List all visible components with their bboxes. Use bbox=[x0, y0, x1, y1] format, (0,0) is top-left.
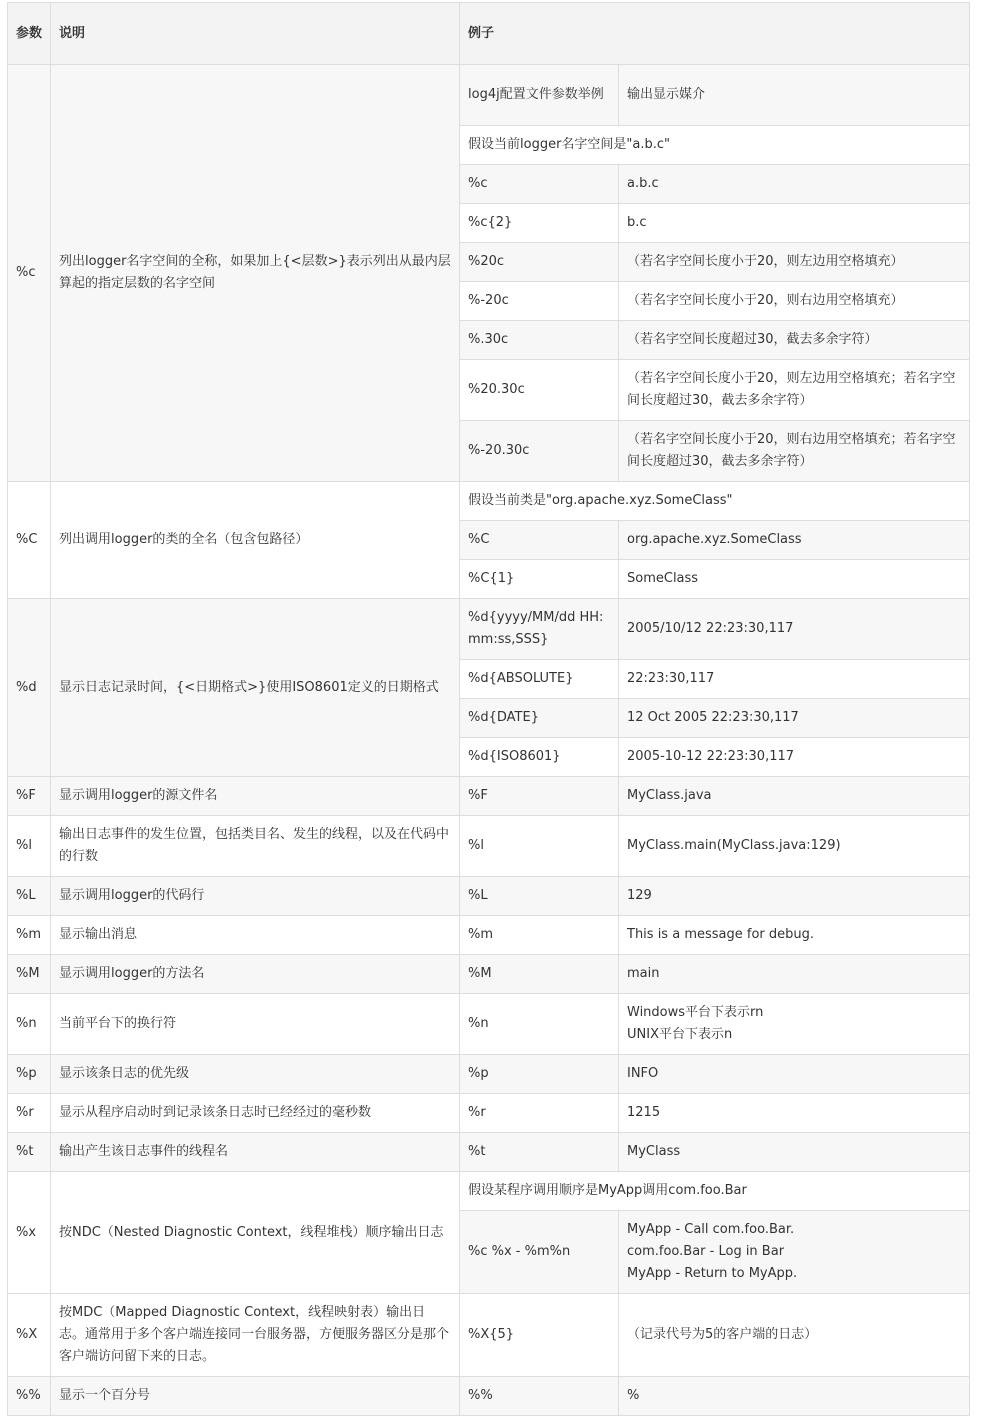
example-value: 1215 bbox=[619, 1094, 970, 1133]
example-value: （若名字空间长度小于20，则右边用空格填充） bbox=[619, 282, 970, 321]
desc-cell: 列出调用logger的类的全名（包含包路径） bbox=[51, 482, 460, 599]
param-cell: %X bbox=[8, 1294, 51, 1377]
example-value: （若名字空间长度小于20，则右边用空格填充；若名字空间长度超过30，截去多余字符） bbox=[619, 421, 970, 482]
table-row bbox=[8, 994, 970, 1055]
example-key: %n bbox=[460, 994, 619, 1055]
header-example-label: 例子 bbox=[468, 25, 495, 41]
example-value-line: MyApp - Return to MyApp. bbox=[627, 1266, 798, 1281]
table-row bbox=[8, 1055, 970, 1094]
desc-cell: 显示日志记录时间，{<日期格式>}使用ISO8601定义的日期格式 bbox=[51, 599, 460, 777]
example-assumption: 假设当前logger名字空间是"a.b.c" bbox=[460, 126, 970, 165]
example-value: 12 Oct 2005 22:23:30,117 bbox=[619, 699, 970, 738]
example-key: %-20.30c bbox=[460, 421, 619, 482]
example-key: %L bbox=[460, 877, 619, 916]
desc-cell: 显示输出消息 bbox=[51, 916, 460, 955]
desc-cell: 当前平台下的换行符 bbox=[51, 994, 460, 1055]
param-cell: %n bbox=[8, 994, 51, 1055]
example-value: （若名字空间长度小于20，则左边用空格填充；若名字空间长度超过30，截去多余字符） bbox=[619, 360, 970, 421]
header-desc bbox=[51, 3, 460, 65]
param-cell: %F bbox=[8, 777, 51, 816]
example-key: %c %x - %m%n bbox=[460, 1211, 619, 1294]
desc-cell: 输出产生该日志事件的线程名 bbox=[51, 1133, 460, 1172]
desc-cell: 显示从程序启动时到记录该条日志时已经经过的毫秒数 bbox=[51, 1094, 460, 1133]
example-key: %.30c bbox=[460, 321, 619, 360]
example-value: MyClass bbox=[619, 1133, 970, 1172]
param-cell: %t bbox=[8, 1133, 51, 1172]
table-row bbox=[8, 482, 970, 521]
example-key: %F bbox=[460, 777, 619, 816]
desc-cell: 按MDC（Mapped Diagnostic Context，线程映射表）输出日志。通常用于多个客户端连接同一台服务器，方便服务器区分是那个客户端访问留下来的日志。 bbox=[51, 1294, 460, 1377]
example-value: b.c bbox=[619, 204, 970, 243]
example-assumption: 假设当前类是"org.apache.xyz.SomeClass" bbox=[460, 482, 970, 521]
header-example bbox=[460, 3, 970, 65]
example-value: 22:23:30,117 bbox=[619, 660, 970, 699]
example-value: 2005-10-12 22:23:30,117 bbox=[619, 738, 970, 777]
example-value-line: MyApp - Call com.foo.Bar. bbox=[627, 1222, 795, 1237]
desc-cell: 显示调用logger的方法名 bbox=[51, 955, 460, 994]
example-value: （若名字空间长度超过30，截去多余字符） bbox=[619, 321, 970, 360]
table-row bbox=[8, 599, 970, 660]
desc-cell: 列出logger名字空间的全称，如果加上{<层数>}表示列出从最内层算起的指定层数的名字空间 bbox=[51, 65, 460, 482]
example-value: SomeClass bbox=[619, 560, 970, 599]
example-subheader-left: log4j配置文件参数举例 bbox=[460, 65, 619, 126]
example-key: %C{1} bbox=[460, 560, 619, 599]
example-value: （记录代号为5的客户端的日志） bbox=[619, 1294, 970, 1377]
desc-cell: 按NDC（Nested Diagnostic Context，线程堆栈）顺序输出日志 bbox=[51, 1172, 460, 1294]
example-value: main bbox=[619, 955, 970, 994]
param-cell: %M bbox=[8, 955, 51, 994]
example-key: %d{DATE} bbox=[460, 699, 619, 738]
param-cell: %d bbox=[8, 599, 51, 777]
example-value: a.b.c bbox=[619, 165, 970, 204]
example-value: % bbox=[619, 1377, 970, 1416]
example-value: INFO bbox=[619, 1055, 970, 1094]
example-value bbox=[619, 994, 970, 1055]
param-cell: %m bbox=[8, 916, 51, 955]
param-cell: %C bbox=[8, 482, 51, 599]
header-param bbox=[8, 3, 51, 65]
desc-cell: 显示调用logger的源文件名 bbox=[51, 777, 460, 816]
example-key: %d{ABSOLUTE} bbox=[460, 660, 619, 699]
table-row bbox=[8, 955, 970, 994]
example-key: %d{yyyy/MM/dd HH:mm:ss,SSS} bbox=[460, 599, 619, 660]
example-key: %M bbox=[460, 955, 619, 994]
desc-cell: 输出日志事件的发生位置，包括类目名、发生的线程，以及在代码中的行数 bbox=[51, 816, 460, 877]
table-row bbox=[8, 65, 970, 126]
desc-cell: 显示一个百分号 bbox=[51, 1377, 460, 1416]
example-key: %X{5} bbox=[460, 1294, 619, 1377]
table-row bbox=[8, 1094, 970, 1133]
example-value: This is a message for debug. bbox=[619, 916, 970, 955]
param-cell: %l bbox=[8, 816, 51, 877]
example-key: %t bbox=[460, 1133, 619, 1172]
example-value: MyClass.main(MyClass.java:129) bbox=[619, 816, 970, 877]
table-row bbox=[8, 816, 970, 877]
param-cell: %% bbox=[8, 1377, 51, 1416]
table-row bbox=[8, 1294, 970, 1377]
example-key: %d{ISO8601} bbox=[460, 738, 619, 777]
table-header-row bbox=[8, 3, 970, 65]
param-cell: %r bbox=[8, 1094, 51, 1133]
table-row bbox=[8, 1172, 970, 1211]
example-key: %% bbox=[460, 1377, 619, 1416]
example-value bbox=[619, 1211, 970, 1294]
example-key: %c{2} bbox=[460, 204, 619, 243]
table-row bbox=[8, 877, 970, 916]
example-key: %p bbox=[460, 1055, 619, 1094]
example-value: 2005/10/12 22:23:30,117 bbox=[619, 599, 970, 660]
example-key: %c bbox=[460, 165, 619, 204]
table-row bbox=[8, 916, 970, 955]
table-row bbox=[8, 1133, 970, 1172]
param-cell: %x bbox=[8, 1172, 51, 1294]
example-value-line: Windows平台下表示rn bbox=[627, 1005, 764, 1020]
example-subheader-right: 输出显示媒介 bbox=[619, 65, 970, 126]
example-value-line: com.foo.Bar - Log in Bar bbox=[627, 1244, 785, 1259]
header-param-label: 参数 bbox=[16, 25, 43, 41]
example-value: MyClass.java bbox=[619, 777, 970, 816]
example-assumption: 假设某程序调用顺序是MyApp调用com.foo.Bar bbox=[460, 1172, 970, 1211]
example-key: %r bbox=[460, 1094, 619, 1133]
example-key: %l bbox=[460, 816, 619, 877]
example-key: %C bbox=[460, 521, 619, 560]
example-value: （若名字空间长度小于20，则左边用空格填充） bbox=[619, 243, 970, 282]
header-desc-label: 说明 bbox=[59, 25, 86, 41]
example-key: %m bbox=[460, 916, 619, 955]
example-key: %20.30c bbox=[460, 360, 619, 421]
example-value: 129 bbox=[619, 877, 970, 916]
desc-cell: 显示调用logger的代码行 bbox=[51, 877, 460, 916]
example-value: org.apache.xyz.SomeClass bbox=[619, 521, 970, 560]
example-key: %20c bbox=[460, 243, 619, 282]
table-row bbox=[8, 1377, 970, 1416]
param-cell: %p bbox=[8, 1055, 51, 1094]
example-key: %-20c bbox=[460, 282, 619, 321]
desc-cell: 显示该条日志的优先级 bbox=[51, 1055, 460, 1094]
log4j-pattern-table bbox=[7, 2, 970, 1416]
param-cell: %L bbox=[8, 877, 51, 916]
example-value-line: UNIX平台下表示n bbox=[627, 1027, 733, 1042]
param-cell: %c bbox=[8, 65, 51, 482]
table-row bbox=[8, 777, 970, 816]
